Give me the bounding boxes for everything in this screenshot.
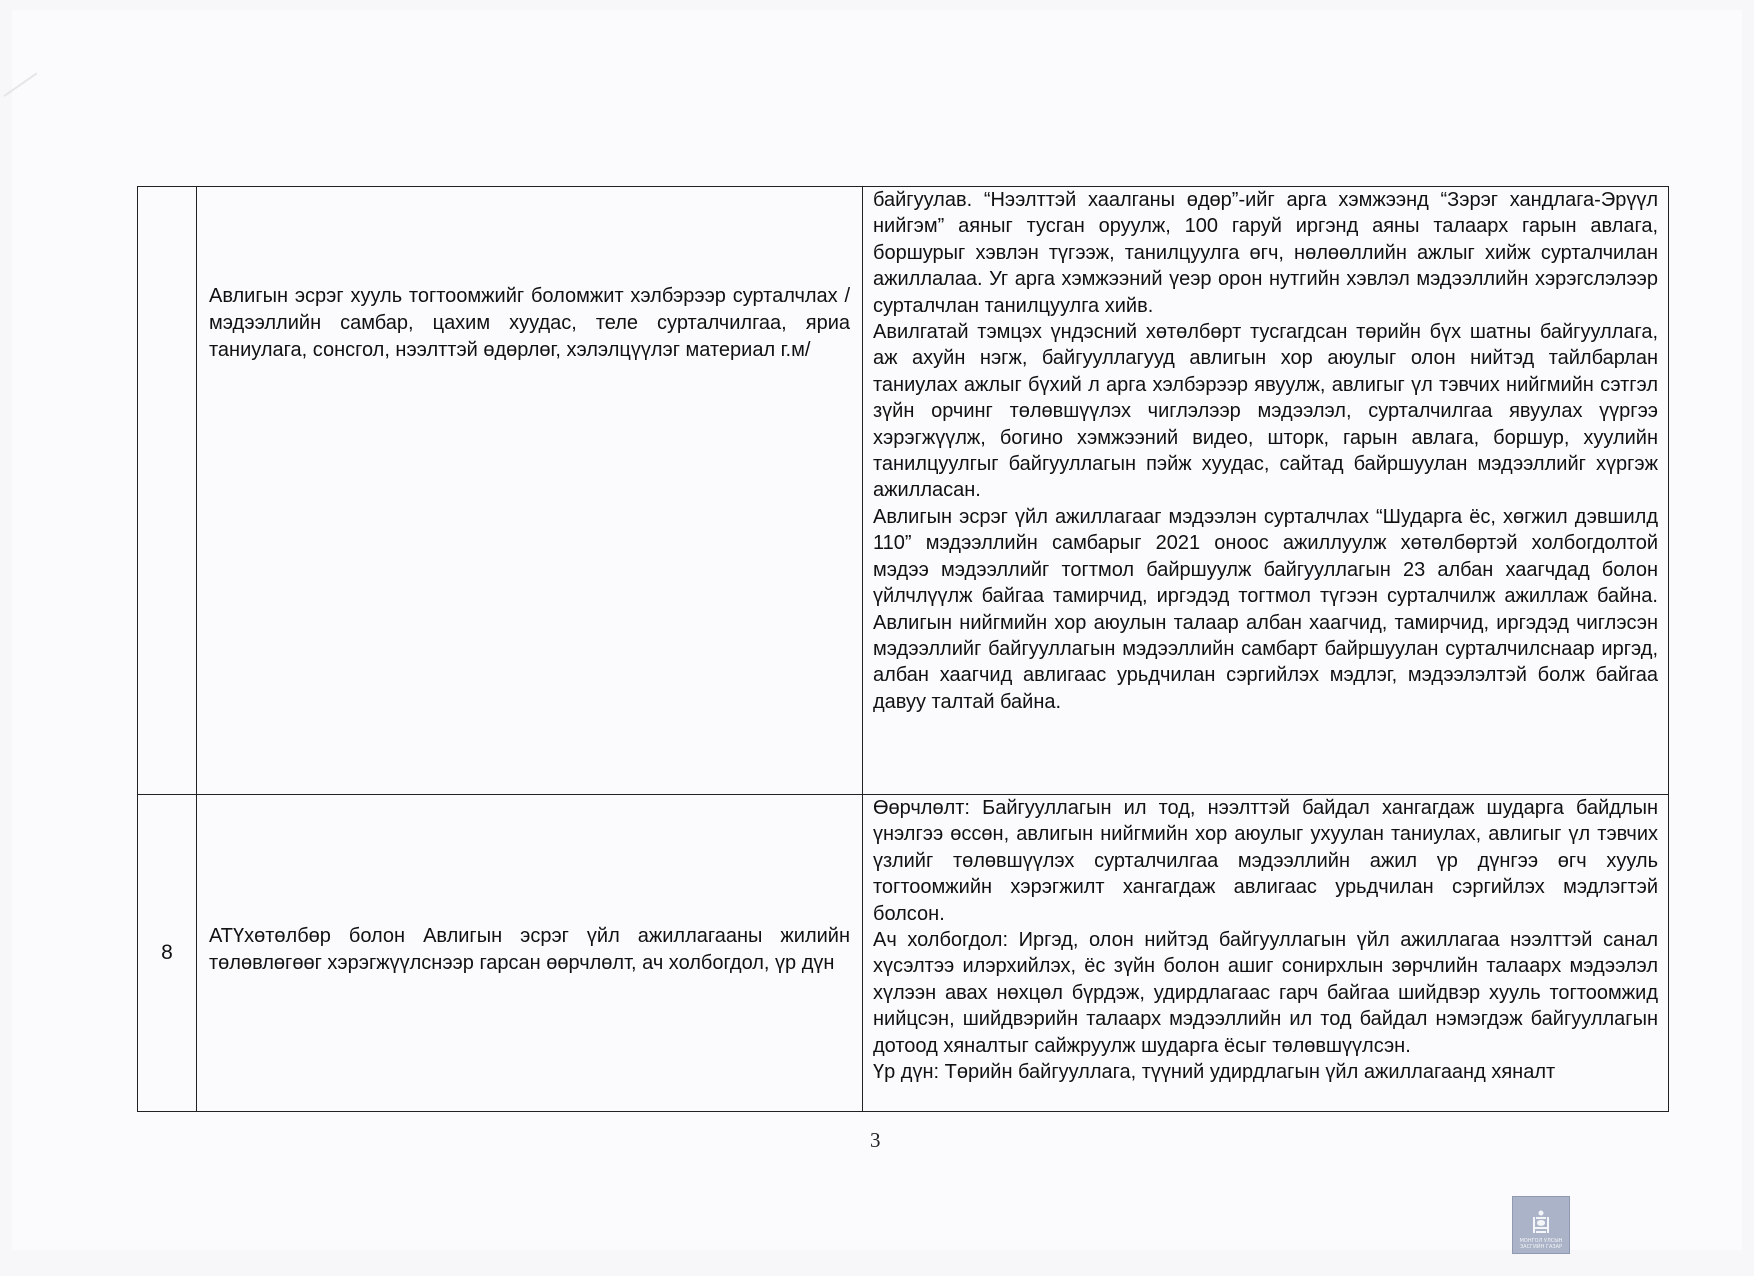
report-cell <box>863 795 1669 1112</box>
soyombo-emblem-icon <box>1530 1209 1552 1235</box>
task-cell <box>197 187 863 795</box>
task-text: АТҮхөтөлбөр болон Авлигын эсрэг үйл ажиллагааны жилийн төлөвлөгөөг хэрэгжүүлснээр гарсан өөрчлөлт, ач холбогдол, үр дүн <box>209 925 850 974</box>
table-row <box>138 795 1669 1112</box>
table-row <box>138 187 1669 795</box>
report-table <box>137 186 1669 1112</box>
report-cell <box>863 187 1669 795</box>
stamp-text: МОНГОЛ УЛСЫН ЗАСГИЙН ГАЗАР <box>1519 1238 1563 1250</box>
report-paragraph: байгуулав. “Нээлттэй хаалганы өдөр”-ийг арга хэмжээнд “Зэрэг хандлага-Эрүүл нийгэм” аяныг тусган оруулж, 100 гаруй иргэнд аяны талаарх гарын авлага, боршурыг хэвлэн түгээж, танилцуулга өгч, нөлөөллийн ажлыг хийж сурталчилан ажиллалаа. Уг арга хэмжээний үеэр орон нутгийн хэвлэл мэдээллийн хэрэгслэлээр сурталчлан танилцуулга хийв. <box>873 189 1658 317</box>
row-number-cell <box>138 187 197 795</box>
task-text: Авлигын эсрэг хууль тогтоомжийг боломжит хэлбэрээр сурталчлах /мэдээллийн самбар, цахим хуудас, теле сурталчилгаа, яриа таниулага, сонсгол, нээлттэй өдөрлөг, хэлэлцүүлэг материал г.м/ <box>209 285 850 361</box>
report-paragraph: Авлигын эсрэг үйл ажиллагааг мэдээлэн сурталчлах “Шударга ёс, хөгжил дэвшилд 110” мэдээллийн самбарыг 2021 оноос ажиллуулж хөтөлбөртэй холбогдолтой мэдээ мэдээллийг тогтмол байршуулж байгууллагын 23 албан хаагчдад болон үйлчлүүлж байгаа тамирчид, иргэдэд тогтмол түгээн сурталчилж ажиллаж байна. Авлигын нийгмийн хор аюулын талаар албан хаагчид, тамирчид, иргэдэд чиглэсэн мэдээллийг байгууллагын мэдээллийн самбарт байршуулан сурталчилснаар иргэд, албан хаагчид авлигаас урьдчилан сэргийлэх мэдлэг, мэдээлэлтэй болж байгаа давуу талтай байна. <box>873 505 1658 713</box>
task-cell <box>197 795 863 1112</box>
page-number: 3 <box>870 1128 881 1152</box>
government-stamp <box>1512 1196 1570 1254</box>
report-paragraph: Авилгатай тэмцэх үндэсний хөтөлбөрт тусгагдсан төрийн бүх шатны байгууллага, аж ахуйн нэгж, байгууллагууд авлигын хор аюулыг олон нийтэд тайлбарлан таниулах ажлыг бүхий л арга хэлбэрээр явуулж, авлигыг үл тэвчих нийгмийн сэтгэл зүйн орчинг төлөвшүүлэх чиглэлээр мэдээлэл, сурталчилгаа явуулах үүргээ хэрэгжүүлж, богино хэмжээний видео, шторк, гарын авлага, боршур, хуулийн танилцуулгыг байгууллагын пэйж хуудас, сайтад байршуулан мэдээллийг хүргэж ажилласан. <box>873 321 1658 502</box>
row-number-cell: 8 <box>138 795 197 1112</box>
report-paragraph: Ач холбогдол: Иргэд, олон нийтэд байгууллагын үйл ажиллагаа нээлттэй санал хүсэлтээ илэрхийлэх, ёс зүйн болон ашиг сонирхлын зөрчлийн талаарх мэдээлэл хүлээн авах нөхцөл бүрдэж, удирдлагаас гарч байгаа шийдвэр хууль тогтоомжид нийцсэн, шийдвэрийн талаарх мэдээллийн ил тод байдал нэмэгдэж байгууллагын дотоод хяналтыг сайжруулж шударга ёсыг төлөвшүүлсэн. <box>873 929 1658 1057</box>
report-paragraph: Өөрчлөлт: Байгууллагын ил тод, нээлттэй байдал хангагдаж шударга байдлын үнэлгээ өссөн, авлигын нийгмийн хор аюулыг ухуулан таниулах, авлигыг үл тэвчих үзлийг төлөвшүүлэх сурталчилгаа мэдээллийн ажил үр дүнгээ өгч хууль тогтоомжийн хэрэгжилт хангагдаж авлигаас урьдчилан сэргийлэх мэдлэгтэй болсон. <box>873 797 1658 925</box>
report-paragraph: Үр дүн: Төрийн байгууллага, түүний удирдлагын үйл ажиллагаанд хяналт <box>873 1061 1556 1084</box>
